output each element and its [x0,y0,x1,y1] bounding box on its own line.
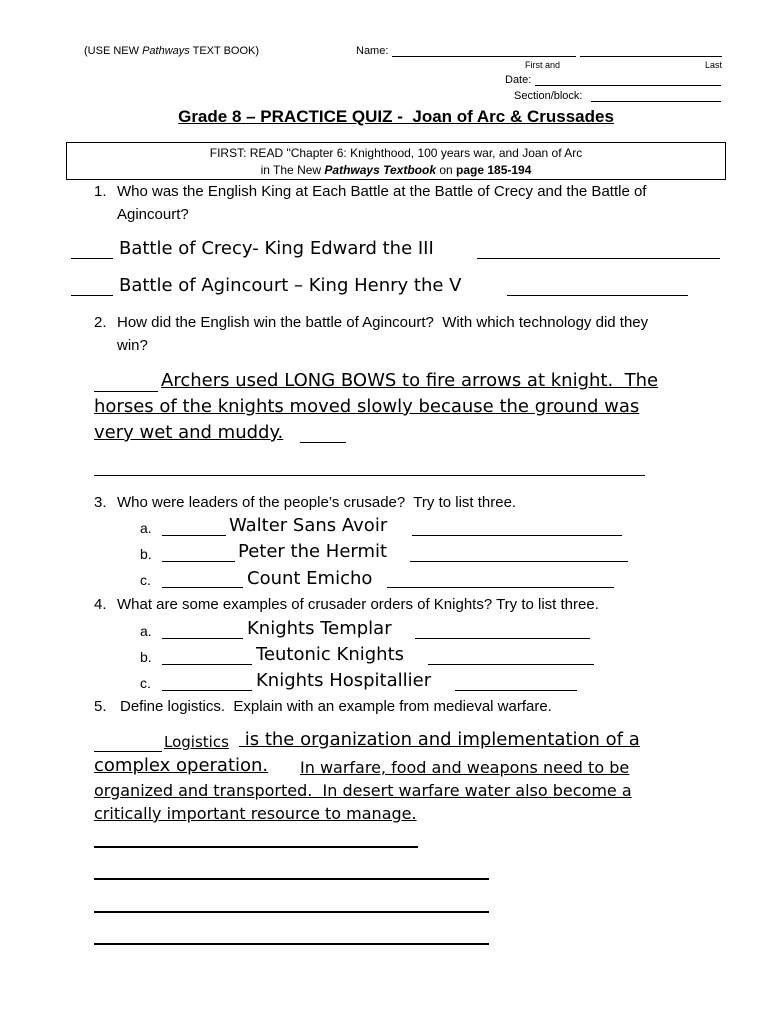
page-title: Grade 8 – PRACTICE QUIZ - Joan of Arc & Crussades [178,107,614,126]
q3-text: Who were leaders of the people’s crusade? Try to list three. [117,494,517,511]
q3-item-b-label: b. [140,546,152,562]
q1-blank-2a [71,295,113,296]
q2-answer-line-3: very wet and muddy. [94,422,284,443]
last-name-field[interactable] [580,56,722,57]
q3-item-b-blank-trail [410,561,628,562]
q4-item-b-blank-trail [428,664,594,665]
q5-text: Define logistics. Explain with an example from medieval warfare. [120,698,552,715]
q2-answer-lead-blank [94,391,158,392]
q5-answer-line-2-rest: In warfare, food and weapons need to be [300,758,630,777]
section-field[interactable] [591,101,721,102]
q4-text: What are some examples of crusader orders of Knights? Try to list three. [117,596,599,613]
q5-number: 5. [94,698,107,715]
q5-blank-line-2 [94,878,489,880]
q1-text-line-1: Who was the English King at Each Battle at the Battle of Crecy and the Battle of [117,183,647,200]
q5-answer-line-4: critically important resource to manage. [94,804,417,823]
instructions-line-2: in The New Pathways Textbook on page 185-194 [260,163,532,177]
q3-item-c-label: c. [140,572,151,588]
q5-blank-line-1 [94,846,418,848]
q2-number: 2. [94,314,107,331]
date-field[interactable] [535,85,721,86]
q4-item-b-label: b. [140,649,152,665]
first-label: First and [525,60,561,70]
q1-answer-2: Battle of Agincourt – King Henry the V [119,275,462,296]
q4-item-b-answer: Teutonic Knights [256,644,404,665]
q3-item-c-answer: Count Emicho [247,568,373,589]
q4-item-c-blank-lead [162,690,252,691]
instructions-box [66,142,726,180]
q4-item-a-blank-lead [162,638,243,639]
q3-item-a-blank-trail [412,535,622,536]
q5-blank-line-4 [94,943,489,945]
q3-item-c-blank-trail [387,587,614,588]
q4-item-a-blank-trail [415,638,590,639]
q4-item-b-blank-lead [162,664,252,665]
q3-item-b-blank-lead [162,561,235,562]
instructions-line-1: FIRST: READ "Chapter 6: Knighthood, 100 years war, and Joan of Arc [209,146,583,160]
q3-item-a-label: a. [140,520,152,536]
q3-item-a-blank-lead [162,535,226,536]
q2-answer-trail-blank [300,442,346,443]
q5-answer-line-2-lead: complex operation. [94,755,269,776]
last-label: Last [705,60,723,70]
q4-number: 4. [94,596,107,613]
q1-answer-1: Battle of Crecy- King Edward the III [119,238,434,259]
q1-text-line-2: Agincourt? [117,206,189,223]
q4-item-c-answer: Knights Hospitallier [256,670,432,691]
q1-blank-2b [507,295,688,296]
q3-item-c-blank-lead [162,587,243,588]
first-name-field[interactable] [392,56,576,57]
q3-item-b-answer: Peter the Hermit [238,541,388,562]
q2-extra-line [94,475,645,476]
q3-item-a-answer: Walter Sans Avoir [229,515,388,536]
q4-item-a-label: a. [140,623,152,639]
section-label: Section/block: [514,90,583,102]
q5-answer-lead-blank [94,751,162,752]
name-label: Name: [356,45,389,57]
date-label: Date: [505,74,532,86]
q1-number: 1. [94,183,107,200]
textbook-note: (USE NEW Pathways TEXT BOOK) [84,45,260,57]
q2-answer-line-2: horses of the knights moved slowly because the ground was [94,396,640,417]
q1-blank-1b [477,258,720,259]
q5-answer-line-1: is the organization and implementation of a [239,729,640,750]
q4-item-c-label: c. [140,675,151,691]
q5-answer-term: Logistics [164,733,229,751]
q2-text-line-1: How did the English win the battle of Agincourt? With which technology did they [117,314,649,331]
q1-blank-1a [71,258,113,259]
q4-item-c-blank-trail [455,690,577,691]
q3-number: 3. [94,494,107,511]
q2-text-line-2: win? [117,337,148,354]
q2-answer-line-1: Archers used LONG BOWS to fire arrows at knight. The [161,370,659,391]
q4-item-a-answer: Knights Templar [247,618,392,639]
q5-blank-line-3 [94,911,489,913]
q5-answer-line-3: organized and transported. In desert warfare water also become a [94,781,632,800]
